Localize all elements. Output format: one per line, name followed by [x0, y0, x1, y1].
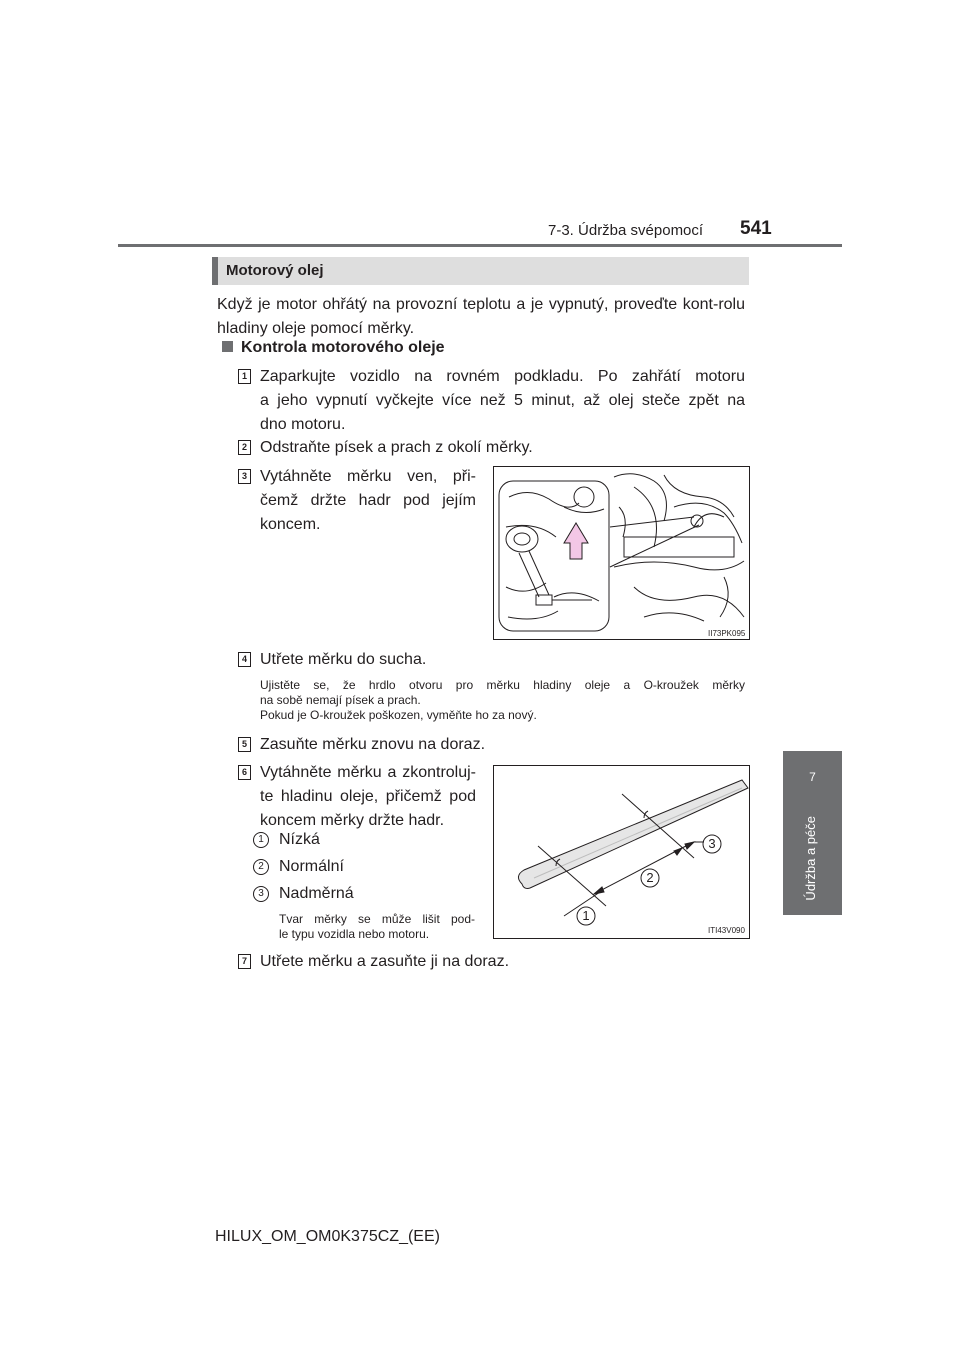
subheading [222, 339, 445, 357]
note-line: Pokud je O-kroužek poškozen, vyměňte ho za nový. [260, 708, 537, 722]
step-6-text [260, 761, 476, 833]
note-line: Ujistěte se, že hrdlo otvoru pro měrku hladiny oleje a O-kroužek měrky [260, 678, 745, 692]
step-7-text: Utřete měrku a zasuňte ji na doraz. [260, 953, 510, 970]
note-line: Tvar měrky se může lišit pod- [279, 912, 475, 926]
level-marker-normal: 2 [253, 859, 269, 875]
step-2-text: Odstraňte písek a prach z okolí měrky. [260, 439, 533, 456]
step-line: čemž držte hadr pod jejím [260, 492, 476, 509]
callout-1: 1 [582, 908, 590, 923]
step-line: dno motoru. [260, 416, 346, 433]
callout-2: 2 [646, 870, 654, 885]
page-number: 541 [740, 218, 772, 239]
running-header-section: 7-3. Údržba svépomocí [548, 222, 704, 239]
figure-dipstick-levels [493, 765, 750, 939]
chapter-title: Údržba a péče [803, 816, 818, 901]
step-line: koncem měrky držte hadr. [260, 812, 445, 829]
level-label-low: Nízká [279, 831, 320, 848]
step-number: 2 [238, 440, 251, 455]
step-line: a jeho vypnutí vyčkejte více než 5 minut, až olej steče zpět na [260, 392, 745, 409]
level-label-excess: Nadměrná [279, 885, 354, 902]
step-6-note [279, 912, 475, 942]
step-1-text [260, 365, 745, 437]
step-line: Zaparkujte vozidlo na rovném podkladu. Po zahřátí motoru [260, 368, 745, 385]
note-line: le typu vozidla nebo motoru. [279, 927, 430, 941]
figure-code: ITI43V090 [708, 926, 745, 935]
step-number: 6 [238, 765, 251, 780]
subheading-text: Kontrola motorového oleje [241, 339, 445, 356]
note-line: na sobě nemají písek a prach. [260, 693, 421, 707]
callout-3: 3 [708, 836, 716, 851]
level-marker-low: 1 [253, 832, 269, 848]
step-4-note [260, 678, 745, 723]
step-number: 5 [238, 737, 251, 752]
step-number: 3 [238, 469, 251, 484]
step-5-text: Zasuňte měrku znovu na doraz. [260, 736, 486, 753]
engine-illustration [494, 467, 749, 639]
chapter-number: 7 [809, 770, 816, 784]
level-label-normal: Normální [279, 858, 344, 875]
figure-code: II73PK095 [708, 629, 746, 638]
intro-paragraph: Když je motor ohřátý na provozní teplotu a je vypnutý, proveďte kont-rolu hladiny oleje pomocí měrky. [217, 296, 745, 337]
chapter-tab-band [783, 810, 842, 915]
step-number: 4 [238, 652, 251, 667]
figure-engine-dipstick [493, 466, 750, 640]
step-line: koncem. [260, 516, 321, 533]
step-line: Vytáhněte měrku ven, při- [260, 468, 476, 485]
subheading-square-icon [222, 341, 233, 352]
dipstick-illustration [494, 766, 749, 938]
step-4-text: Utřete měrku do sucha. [260, 651, 427, 668]
step-number: 1 [238, 369, 251, 384]
header-rule [118, 244, 842, 247]
section-title-bar [212, 257, 749, 285]
step-line: te hladinu oleje, přičemž pod [260, 788, 476, 805]
footer-document-code: HILUX_OM_OM0K375CZ_(EE) [215, 1228, 440, 1245]
step-number: 7 [238, 954, 251, 969]
section-title-accent [212, 257, 218, 285]
section-title: Motorový olej [226, 262, 324, 279]
level-marker-excess: 3 [253, 886, 269, 902]
step-3-text [260, 465, 476, 537]
step-line: Vytáhněte měrku a zkontroluj- [260, 764, 476, 781]
